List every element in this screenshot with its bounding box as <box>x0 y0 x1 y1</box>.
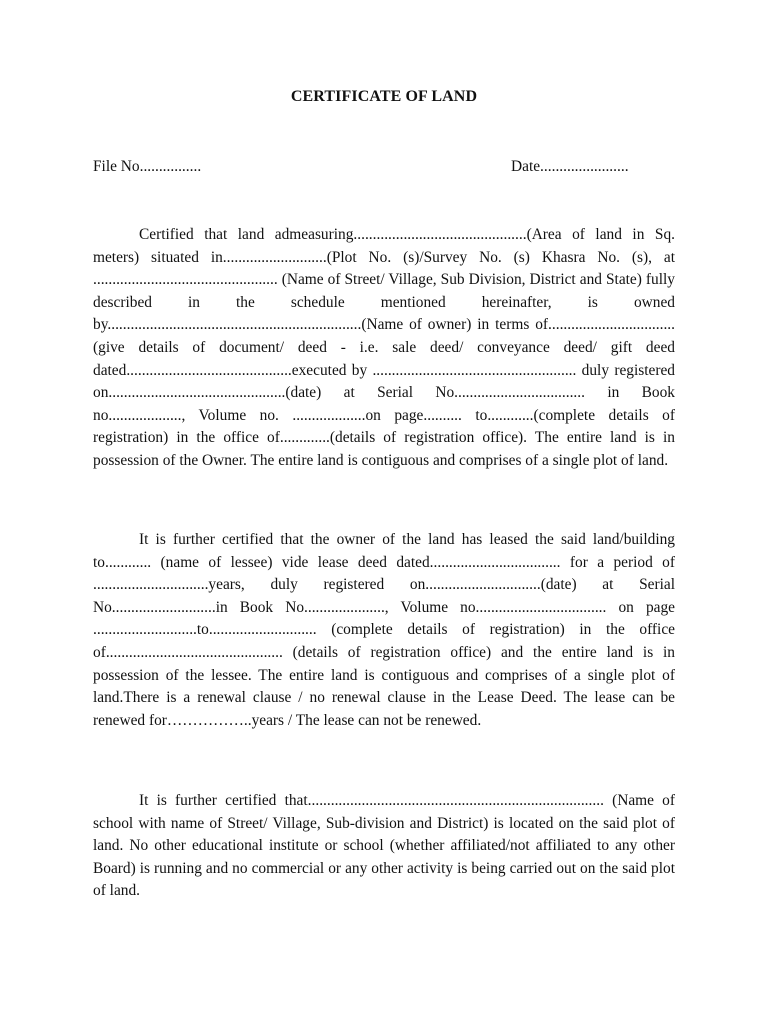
paragraph-school: It is further certified that............................................................................. (Name of school with name of Street/ Village, Sub-division and District) is located on the said plot of land. No other educational institute or school (whether affiliated/not affiliated to any other Board) is running and no commercial or any other activity is being carried out on the said plot of land. <box>93 792 675 900</box>
file-number-field: File No................ <box>93 158 202 175</box>
paragraph-lease: It is further certified that the owner of the land has leased the said land/building to............ (name of lessee) vide lease deed dated.................................. for a period of ..............................years, duly registered on..............................(date) at Serial No...........................in Book No....................., Volume no.................................. on page ...........................to............................ (complete details of registration) in the office of.............................................. (details of registration office) and the entire land is in possession of the lessee. The entire land is contiguous and comprises of a single plot of land.There is a renewal clause / no renewal clause in the Lease Deed. The lease can be renewed for……………..years / The lease can not be renewed. <box>93 531 675 729</box>
paragraph-ownership: Certified that land admeasuring.............................................(Area of land in Sq. meters) situated in...........................(Plot No. (s)/Survey No. (s) Khasra No. (s), at ................................................ (Name of Street/ Village, Sub Division, District and State) fully described in the schedule mentioned hereinafter, is owned by..................................................................(Name of owner) in terms of................................. (give details of document/ deed - i.e. sale deed/ conveyance deed/ gift deed dated...........................................executed by ..................................................... duly registered on..............................................(date) at Serial No.................................. in Book no..................., Volume no. ...................on page.......... to............(complete details of registration) in the office of.............(details of registration office). The entire land is in possession of the Owner. The entire land is contiguous and comprises of a single plot of land. <box>93 226 675 469</box>
date-field: Date....................... <box>511 158 629 175</box>
page-title: CERTIFICATE OF LAND <box>290 88 478 105</box>
